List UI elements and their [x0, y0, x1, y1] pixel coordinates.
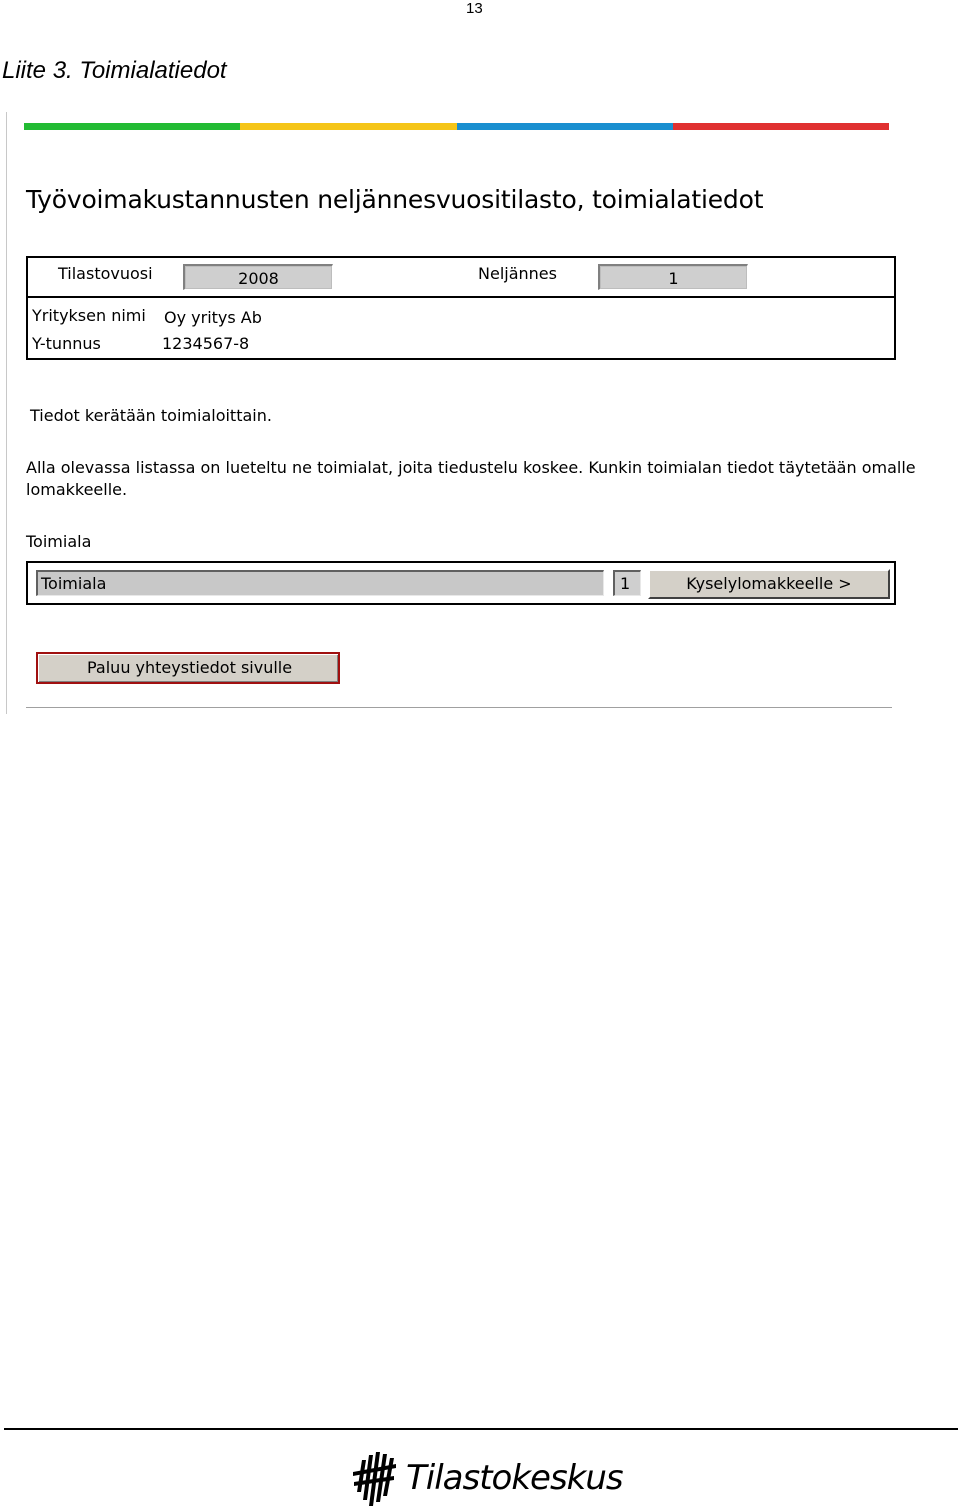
- quarter-label: Neljännes: [478, 264, 557, 283]
- footer-logo: [352, 1450, 623, 1508]
- color-bar-blue: [457, 123, 673, 130]
- color-bar-green: [24, 123, 240, 130]
- info-text-list-line-1: Alla olevassa listassa on lueteltu ne toimialat, joita tiedustelu koskee. Kunkin toimialan tiedot täytetään omalle: [26, 458, 916, 477]
- year-field: 2008: [183, 264, 333, 290]
- back-to-contact-info-button[interactable]: Paluu yhteystiedot sivulle: [36, 652, 340, 684]
- company-name-value: Oy yritys Ab: [164, 308, 262, 327]
- year-label: Tilastovuosi: [58, 264, 153, 283]
- page-number: 13: [466, 0, 483, 17]
- color-bar-yellow: [240, 123, 456, 130]
- info-text-collection: Tiedot kerätään toimialoittain.: [30, 406, 272, 425]
- business-id-label: Y-tunnus: [32, 334, 101, 353]
- industry-field: Toimiala: [36, 570, 604, 596]
- form-title: Työvoimakustannusten neljännesvuositilasto, toimialatiedot: [26, 185, 764, 214]
- document-heading: Liite 3. Toimialatiedot: [2, 57, 227, 84]
- company-name-label: Yrityksen nimi: [32, 306, 146, 325]
- screenshot-frame-edge: [6, 112, 7, 714]
- form-bottom-rule: [26, 707, 892, 708]
- quarter-field: 1: [598, 264, 748, 290]
- footer-rule: [4, 1428, 958, 1430]
- business-id-value: 1234567-8: [162, 334, 250, 353]
- info-text-list-line-2: lomakkeelle.: [26, 480, 128, 499]
- tilastokeskus-logo-mark-icon: [352, 1450, 398, 1508]
- footer-logo-text: Tilastokeskus: [406, 1458, 623, 1498]
- brand-color-bar: [24, 123, 889, 130]
- industry-list-box: [26, 561, 896, 605]
- header-divider: [28, 296, 894, 298]
- industry-count-field: 1: [613, 570, 641, 596]
- form-header-box: [26, 256, 896, 360]
- questionnaire-button[interactable]: Kyselylomakkeelle >: [648, 569, 890, 599]
- color-bar-red: [673, 123, 889, 130]
- industry-section-label: Toimiala: [26, 532, 92, 551]
